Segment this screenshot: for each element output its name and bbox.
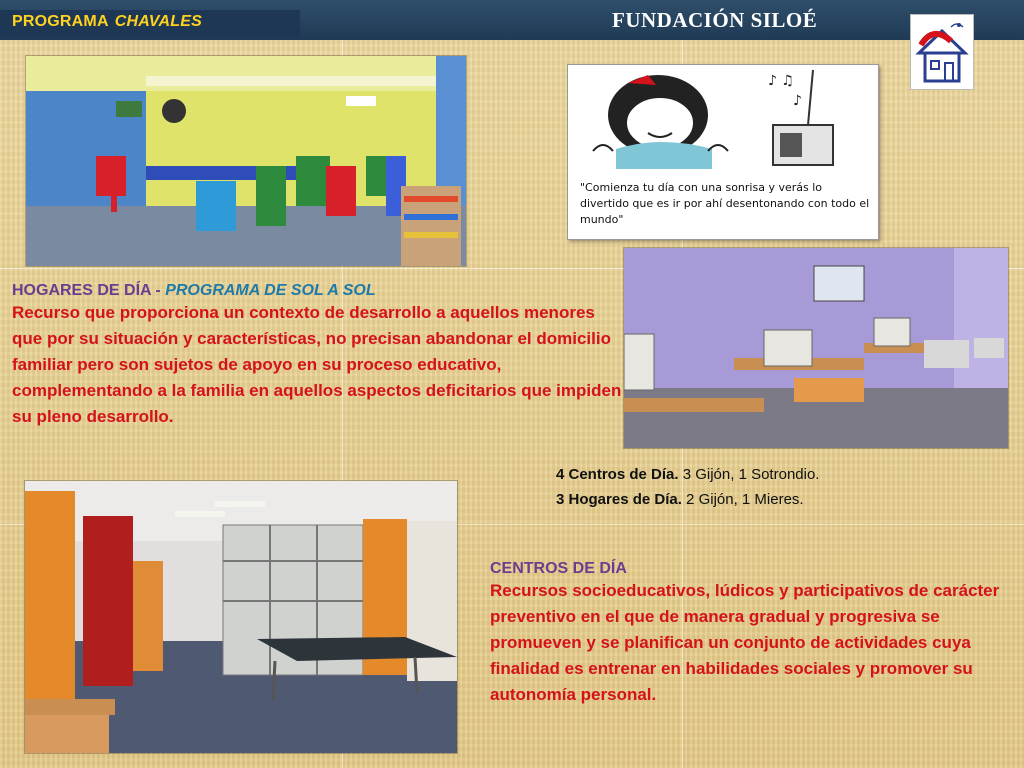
foundation-name: FUNDACIÓN SILOÉ xyxy=(612,8,818,32)
foundation-logo xyxy=(910,14,974,90)
centros-heading: CENTROS DE DÍA xyxy=(490,560,627,577)
photo-playroom xyxy=(25,55,467,267)
centers-stats xyxy=(556,462,819,512)
hogares-heading xyxy=(12,282,624,300)
centros-section xyxy=(490,560,1010,708)
stat-hogares-label: 3 Hogares de Día. xyxy=(556,491,682,508)
photo-corridor xyxy=(24,480,458,754)
hogares-subtitle: PROGRAMA DE SOL A SOL xyxy=(165,282,376,299)
program-title xyxy=(12,13,202,31)
cartoon-quote: "Comienza tu día con una sonrisa y verás lo divertido que es ir por ahí desentonando con todo el mundo" xyxy=(580,181,870,226)
stat-hogares-value: 2 Gijón, 1 Mieres. xyxy=(681,491,804,508)
hogares-body: Recurso que proporciona un contexto de desarrollo a aquellos menores que por su situación y características, no precisan abandonar el domicilio familiar pero son sujetos de apoyo en su proceso educativo, complementando a la familia en aquellos aspectos deficitarios que impiden su pleno desarrollo. xyxy=(12,303,622,426)
centros-body: Recursos socioeducativos, lúdicos y participativos de carácter preventivo en el que de manera gradual y progresiva se promueven y se planifican un conjunto de actividades cuya finalidad es entrenar en habilidades sociales y promover su autonomía personal. xyxy=(490,581,1000,704)
house-logo-icon xyxy=(911,15,973,89)
hogares-section xyxy=(12,282,624,430)
photo-computer-room xyxy=(623,247,1009,449)
cartoon-illustration xyxy=(568,65,878,175)
stat-centros-value: 3 Gijón, 1 Sotrondio. xyxy=(678,466,820,483)
svg-text:♪: ♪ xyxy=(793,93,802,109)
hogares-title: HOGARES DE DÍA - xyxy=(12,282,166,299)
program-label: PROGRAMA xyxy=(12,13,109,30)
program-name: CHAVALES xyxy=(114,13,202,30)
stat-centros xyxy=(556,462,819,487)
stat-hogares xyxy=(556,487,819,512)
cartoon-card xyxy=(567,64,879,240)
svg-text:♪ ♫: ♪ ♫ xyxy=(768,73,794,89)
stat-centros-label: 4 Centros de Día. xyxy=(556,466,679,483)
